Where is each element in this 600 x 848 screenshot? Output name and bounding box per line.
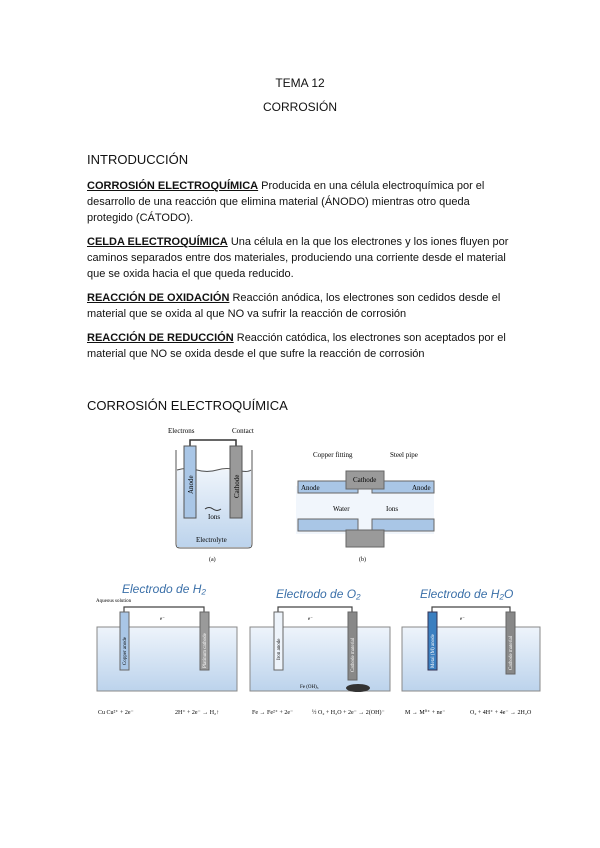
term: REACCIÓN DE OXIDACIÓN [87,292,230,304]
anode-right-label: Anode [412,484,431,492]
electron-label: e⁻ [160,617,165,622]
panel-o2-electrode [250,587,390,716]
anode-label: Copper anode [123,637,128,665]
anode-left-label: Anode [301,484,320,492]
contact-label: Contact [232,427,254,435]
cathode-label: Cathode material [351,637,356,672]
cathode-equation: 2H⁺ + 2e⁻ → H₂↑ [175,710,220,716]
fe-oh3-label: Fe (OH)₃ [300,685,319,690]
caption-b: (b) [359,557,366,563]
anode-label: Metal (M) anode [431,634,436,668]
water-label: Water [333,505,350,513]
electrolyte-label: Electrolyte [196,536,227,544]
definition-text: Una célula en la que los electrones y los iones fluyen por caminos separados entre dos materiales, produciendo una corriente desde el material que se oxida hacia el que queda reducido. [87,236,509,280]
page-title: CORROSIÓN [262,100,337,114]
rust-deposit [346,684,370,692]
term: CELDA ELECTROQUÍMICA [87,236,228,248]
panel-title: Electrodo de H₂ [122,582,206,596]
panel-h2-electrode [96,582,237,716]
cathode-label: Cathode material [509,635,514,670]
electron-label: e⁻ [460,617,465,622]
cathode-equation: O₂ + 4H⁺ + 4e⁻ → 2H₂O [470,710,532,716]
ions-label: Ions [386,505,399,513]
anode-equation: M → M⁰⁺ + ne⁻ [405,710,446,716]
definition-text: Reacción catódica, los electrones son aceptados por el material que NO se oxida desde el que sufre la reacción de corrosión [87,332,506,360]
anode-label: Anode [187,475,195,494]
panel-title: Electrodo de H₂O [420,587,514,601]
definition-text: Reacción anódica, los electrones son cedidos desde el material que se oxida al que NO va sufrir la reacción de corrosión [87,292,501,320]
topic-number: TEMA 12 [275,76,325,90]
anode-equation: Fe → Fe²⁺ + 2e⁻ [252,710,294,716]
intro-heading: INTRODUCCIÓN [87,152,189,167]
section-heading: CORROSIÓN ELECTROQUÍMICA [87,398,288,413]
anode-label: Iron anode [277,638,282,660]
steel-pipe-label: Steel pipe [390,451,418,459]
electrons-label: Electrons [168,427,195,435]
term: REACCIÓN DE REDUCCIÓN [87,332,234,344]
ions-label: Ions [208,513,221,521]
cathode-label: Cathode [233,474,241,498]
panel-title: Electrodo de O₂ [276,587,361,601]
cathode-equation: ½ O₂ + H₂O + 2e⁻ → 2(OH)⁻ [312,710,385,716]
definition-text: Producida en una célula electroquímica por el desarrollo de una reacción que elimina material (ÁNODO) mientras otro queda protegido (CÁTODO). [87,180,485,224]
copper-fitting-label: Copper fitting [313,451,353,459]
caption-a: (a) [209,557,216,563]
electron-label: e⁻ [308,617,313,622]
anode-equation: Cu Cu²⁺ + 2e⁻ [98,710,134,716]
cathode-label: Cathode [353,476,377,484]
aqueous-solution-label: Aqueous solution [96,599,132,604]
panel-h2o-electrode [402,587,540,716]
term: CORROSIÓN ELECTROQUÍMICA [87,180,259,192]
cathode-label: Platinum cathode [203,633,208,668]
